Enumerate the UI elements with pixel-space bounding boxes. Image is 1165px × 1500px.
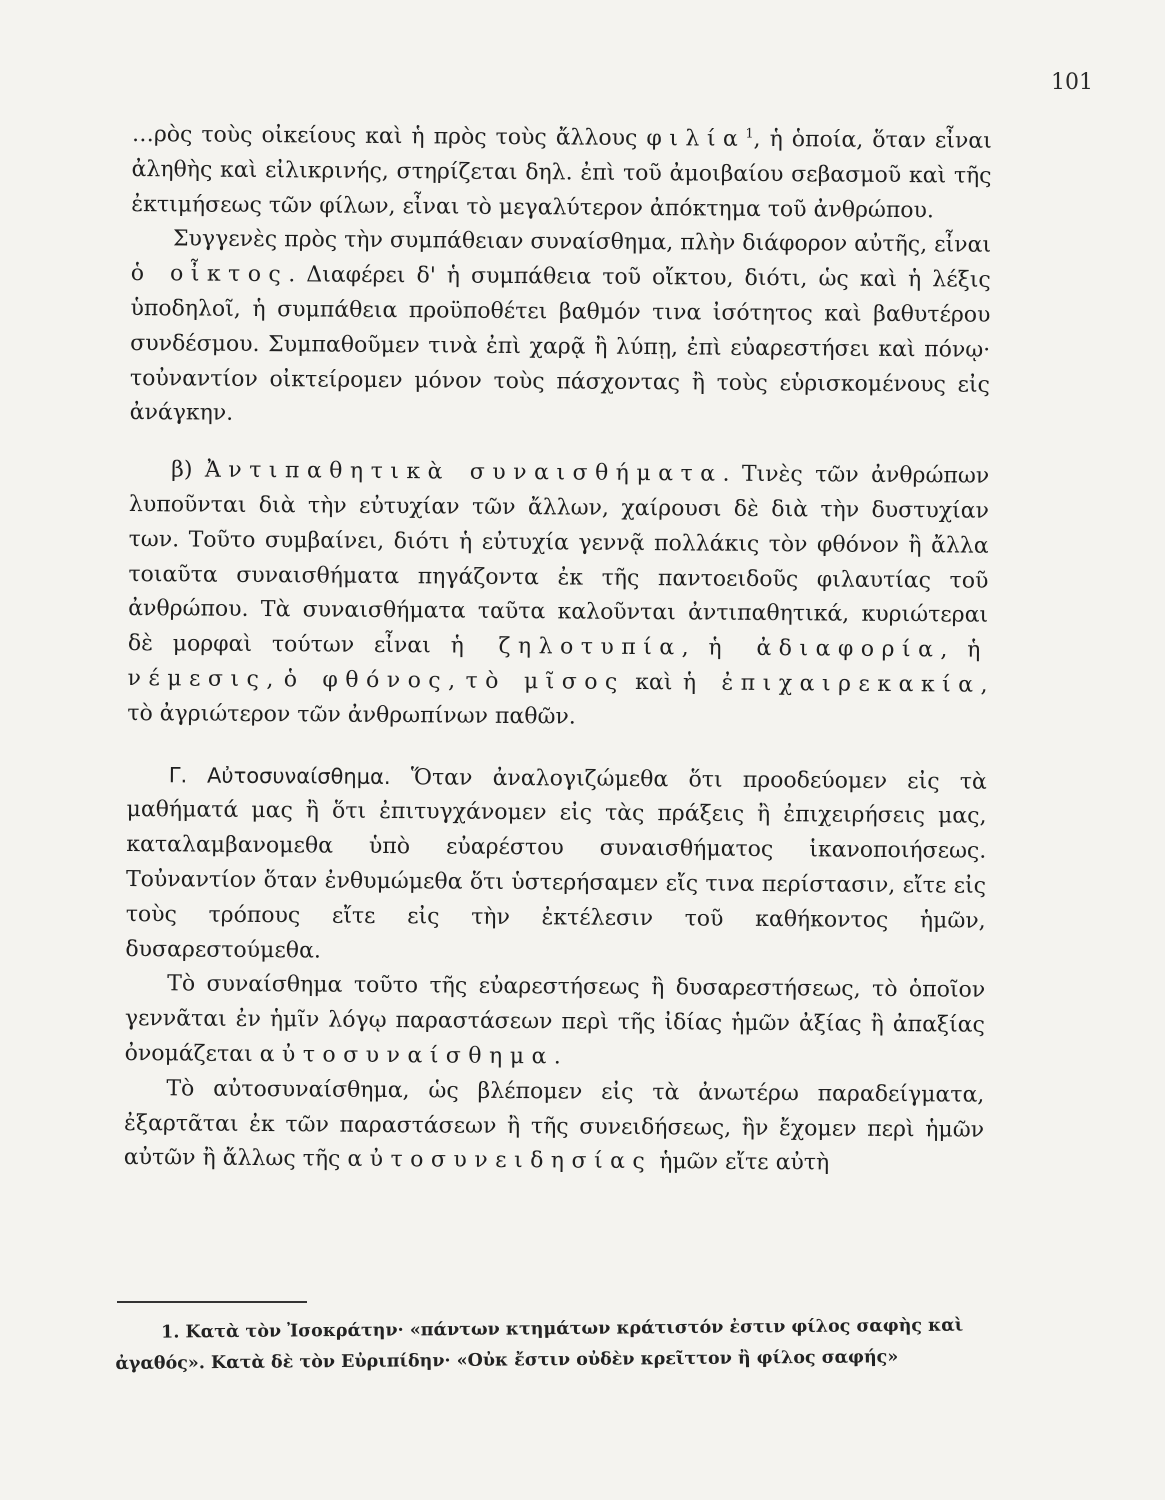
spaced-term: ἡ ζηλοτυπία — [450, 633, 682, 661]
paragraph-definition — [125, 967, 986, 1078]
text: , τὸ ἀγριώτερον τῶν ἀνθρωπίνων παθῶν. — [127, 672, 988, 730]
text: Τὸ συναίσθημα τοῦτο τῆς εὐαρεστήσεως ἢ δυσαρεστήσεως, τὸ ὁποῖον γεννᾶται ἐν ἡμῖν λόγῳ παραστάσεων περὶ τῆς ἰδίας ἡμῶν ἀξίας ἢ ἀπαξίας ὀνομάζεται — [124, 971, 986, 1067]
footnote-text — [115, 1310, 976, 1380]
text: Ὅταν ἀναλογιζώμεθα ὅτι προοδεύομεν εἰς τὰ μαθήματά μας ἢ ὅτι ἐπιτυγχάνομεν εἰς τὰς πράξεις ἢ ἐπιχειρήσεις μας, καταλαμβανομεθα ὑπὸ εὐαρέστου συναισθήματος ἱκανοποιήσεως. Τοὐναντίον ὅταν ἐνθυμώμεθα ὅτι ὑστερήσαμεν εἴς τινα περίστασιν, εἴτε εἰς τοὺς τρόπους εἴτε εἰς τὴν ἐκτέλεσιν τοῦ καθήκοντος ἡμῶν, δυσαρεστούμεθα. — [125, 764, 987, 964]
text: Τὸ αὐτοσυναίσθημα, ὡς βλέπομεν εἰς τὰ ἀνωτέρω παραδείγματα, ἐξαρτᾶται ἐκ τῶν παραστάσεων ἢ τῆς συνειδήσεως, ἣν ἔχομεν περὶ ἡμῶν αὐτῶν ἢ ἄλλως τῆς — [123, 1076, 985, 1173]
text: Συγγενὲς πρὸς τὴν συμπάθειαν συναίσθημα, πλὴν διάφορον αὐτῆς, εἶναι — [172, 226, 992, 259]
text: . Διαφέρει δ' ἡ συμπάθεια τοῦ οἴκτου, διότι, ὡς καὶ ἡ λέξις ὑποδηλοῖ, ἡ συμπάθεια προϋποθέτει βαθμόν τινα ἰσότητος καὶ βαθυτέρου συνδέσμου. Συμπαθοῦμεν τινὰ ἐπὶ χαρᾷ ἢ λύπῃ, ἐπὶ εὐαρεστήσει καὶ πόνῳ· τοὐναντίον οἰκτείρομεν μόνον τοὺς πάσχοντας ἢ τοὺς εὑρισκομένους εἰς ἀνάγκην. — [129, 262, 991, 427]
paragraph-friendship — [131, 118, 992, 229]
paragraph-self-feeling — [125, 758, 987, 975]
footnote-body: Κατὰ τὸν Ἰσοκράτην· «πάντων κτημάτων κράτιστόν ἐστιν φίλος σαφὴς καὶ ἀγαθός». Κατὰ δὲ τὸν Εὐριπίδην· «Οὐκ ἔστιν οὐδὲν κρεῖττον ἢ φίλος σαφής» — [115, 1315, 964, 1374]
text: …ρὸς τοὺς οἰκείους καὶ ἡ πρὸς τοὺς ἄλλους — [131, 121, 647, 152]
text: . Τινὲς τῶν ἀνθρώπων λυποῦνται διὰ τὴν εὐτυχίαν τῶν ἄλλων, χαίρουσι δὲ διὰ τὴν δυστυχίαν των. Τοῦτο συμβαίνει, διότι ἡ εὐτυχία γεννᾷ πολλάκις τὸν φθόνον ἢ ἄλλα τοιαῦτα συναισθήματα πηγάζοντα ἐκ τῆς παντοειδοῦς φιλαυτίας τοῦ ἀνθρώπου. Τὰ συναισθήματα ταῦτα καλοῦνται ἀντιπαθητικά, κυριώτεραι δὲ μορφαὶ τούτων εἶναι — [127, 461, 990, 659]
spaced-term: αὐτοσυναίσθημα — [259, 1041, 554, 1070]
paragraph-antipathetic — [127, 453, 989, 738]
separator: , — [940, 637, 968, 663]
spaced-term: Ἀντιπαθητικὰ συναισθήματα — [204, 457, 723, 487]
spaced-term: ἡ ἐπιχαιρεκακία — [682, 670, 981, 698]
spaced-term: ὁ φθόνος — [283, 667, 449, 694]
spaced-term: ἡ ἀδιαφορία — [708, 635, 941, 663]
spaced-term: τὸ μῖσος — [465, 668, 625, 695]
separator: , — [681, 635, 709, 661]
text: . — [553, 1044, 561, 1070]
paragraph-pity — [130, 222, 992, 438]
section-label: β) — [171, 457, 206, 483]
page-number: 101 — [1051, 70, 1093, 95]
paragraph-dependence — [124, 1072, 985, 1183]
section-heading: Γ. Αὐτοσυναίσθημα. — [168, 762, 391, 789]
footnote-mark: 1 — [745, 126, 754, 142]
text: , ἡ ὁποία, ὅταν εἶναι ἀληθὴς καὶ εἰλικρινής, στηρίζεται δηλ. ἐπὶ τοῦ ἀμοιβαίου σεβασμοῦ καὶ τῆς ἐκτιμήσεως τῶν φίλων, εἶναι τὸ μεγαλύτερον ἀπόκτημα τοῦ ἀνθρώπου. — [131, 126, 992, 223]
spaced-term: ἡ νέμεσις — [127, 637, 988, 693]
footnote-divider — [117, 1301, 307, 1303]
separator: , — [448, 668, 466, 694]
spaced-term: φιλία — [646, 126, 746, 152]
footnote-number: 1. — [161, 1322, 180, 1343]
body-text — [124, 118, 992, 1183]
footnote — [115, 1310, 976, 1380]
conjunction: καὶ — [624, 669, 683, 696]
text: ἡμῶν εἴτε αὐτὴ — [652, 1149, 830, 1176]
spaced-term: ὁ οἶκτος — [130, 261, 289, 288]
spaced-term: αὐτοσυνειδησίας — [347, 1147, 653, 1175]
separator: , — [266, 667, 284, 693]
